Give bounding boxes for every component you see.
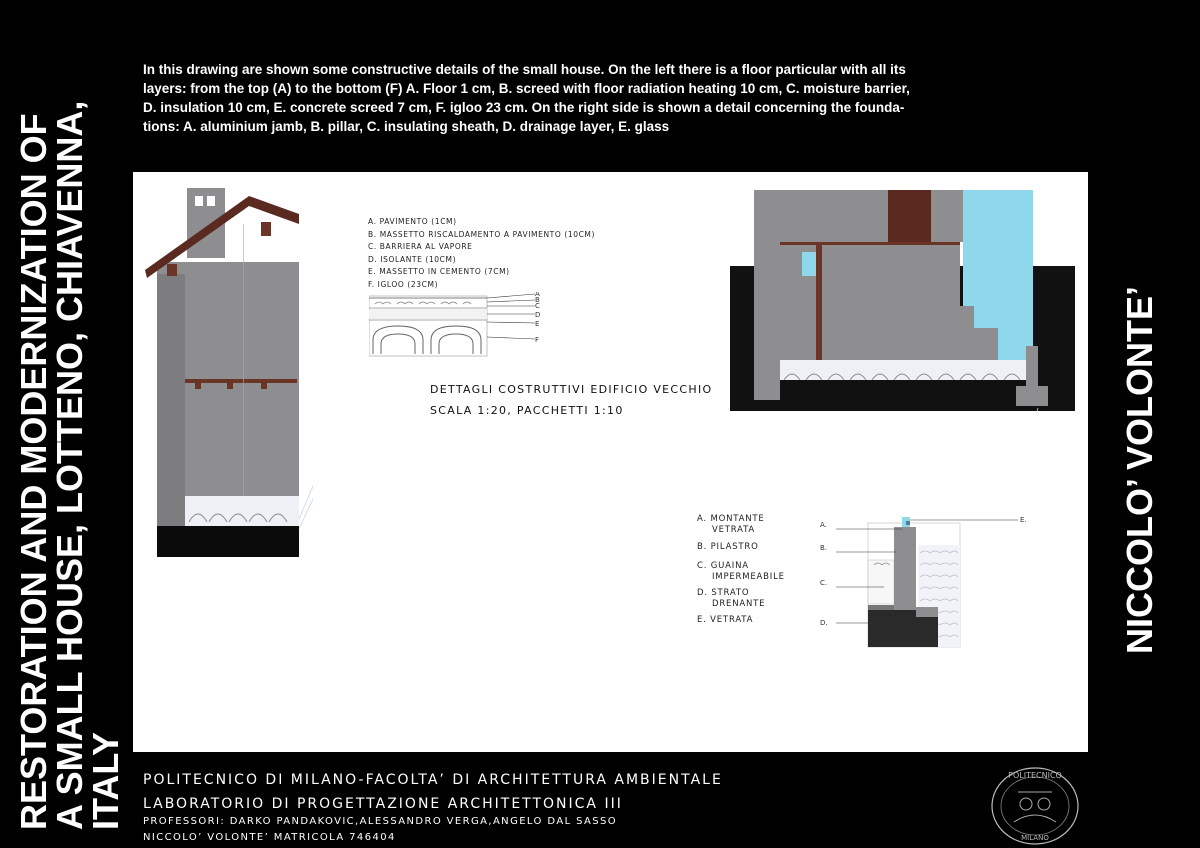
foundation-legend-d-2: DRENANTE — [712, 599, 766, 609]
foundation-legend-e: E. VETRATA — [697, 615, 754, 625]
floor-legend-b: B. MASSETTO RISCALDAMENTO A PAVIMENTO (10CM) — [368, 229, 596, 239]
floor-tag-f: F — [535, 336, 540, 344]
project-title-vertical — [0, 0, 140, 848]
foundation-legend-c-1: C. GUAINA — [697, 561, 749, 571]
foundation-legend-b: B. PILASTRO — [697, 542, 759, 552]
footer-course: LABORATORIO DI PROGETTAZIONE ARCHITETTONICA III — [143, 796, 623, 812]
intro-line-3: D. insulation 10 cm, E. concrete screed 7 cm, F. igloo 23 cm. On the right side is shown a detail concerning the founda- — [143, 100, 905, 115]
floor-tag-a: A — [535, 292, 540, 298]
author-name: NICCOLO’ VOLONTE’ — [1119, 285, 1160, 655]
floor-legend — [368, 216, 595, 291]
project-title-line-2: A SMALL HOUSE, LOTTENO, CHIAVENNA, — [49, 100, 90, 830]
caption-title: DETTAGLI COSTRUTTIVI EDIFICIO VECCHIO — [430, 383, 713, 396]
foundation-legend-c-2: IMPERMEABILE — [712, 572, 785, 582]
floor-tag-e: E — [535, 320, 540, 328]
floor-layers-detail — [369, 292, 549, 362]
footer-professors: PROFESSORI: DARKO PANDAKOVIC,ALESSANDRO VERGA,ANGELO DAL SASSO — [143, 816, 618, 827]
foundation-legend — [697, 514, 785, 626]
title-block — [133, 752, 1088, 848]
floor-legend-d: D. ISOLANTE (10CM) — [368, 254, 457, 264]
university-seal — [988, 766, 1082, 846]
intro-paragraph — [143, 60, 1143, 136]
foundation-tag-e: E. — [1020, 516, 1027, 524]
drawing-sheet — [133, 172, 1088, 848]
house-section-drawing — [143, 184, 313, 564]
caption-scale: SCALA 1:20, PACCHETTI 1:10 — [430, 404, 624, 417]
intro-line-2: layers: from the top (A) to the bottom (F) A. Floor 1 cm, B. screed with floor radiation heating 10 cm, C. moisture barrier, — [143, 81, 910, 96]
foundation-section-drawing — [730, 190, 1075, 412]
foundation-tag-b: B. — [820, 544, 828, 552]
floor-legend-f: F. IGLOO (23CM) — [368, 279, 439, 289]
project-title-line-3: ITALY — [85, 731, 126, 830]
floor-legend-c: C. BARRIERA AL VAPORE — [368, 242, 473, 251]
intro-line-4: tions: A. aluminium jamb, B. pillar, C. insulating sheath, D. drainage layer, E. glass — [143, 119, 670, 134]
foundation-tag-d: D. — [820, 619, 828, 627]
seal-bottom-text: MILANO — [1021, 834, 1049, 842]
foundation-tag-c: C. — [820, 579, 828, 587]
foundation-tag-a: A. — [820, 521, 827, 529]
footer-university: POLITECNICO DI MILANO-FACOLTA’ DI ARCHITETTURA AMBIENTALE — [143, 772, 723, 788]
detail-caption — [430, 379, 712, 421]
floor-tag-b: B — [535, 296, 540, 304]
floor-legend-e: E. MASSETTO IN CEMENTO (7CM) — [368, 267, 510, 276]
floor-tag-c: C — [535, 302, 540, 310]
floor-legend-a: A. PAVIMENTO (1CM) — [368, 217, 457, 226]
intro-line-1: In this drawing are shown some constructive details of the small house. On the left there is a floor particular with all its — [143, 62, 906, 77]
foundation-detail — [818, 505, 1068, 650]
footer-student: NICCOLO’ VOLONTE’ MATRICOLA 746404 — [143, 832, 396, 843]
foundation-legend-a-1: A. MONTANTE — [697, 514, 765, 524]
foundation-legend-d-1: D. STRATO — [697, 588, 750, 598]
foundation-legend-a-2: VETRATA — [712, 525, 756, 535]
seal-top-text: POLITECNICO — [1008, 771, 1062, 780]
floor-tag-d: D — [535, 311, 541, 319]
project-title-line-1: RESTORATION AND MODERNIZATION OF — [13, 113, 54, 830]
